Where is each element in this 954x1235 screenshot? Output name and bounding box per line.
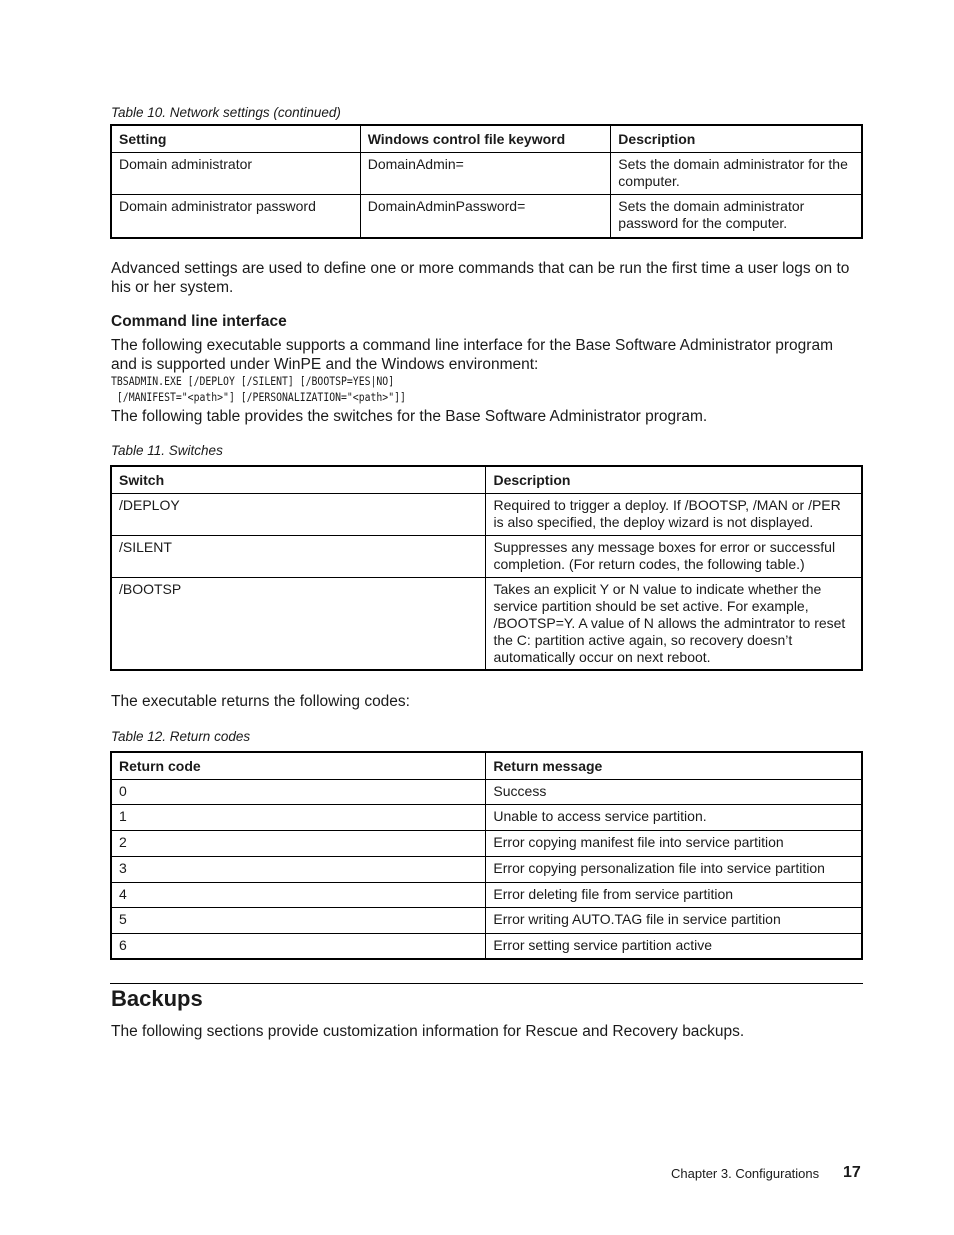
column-header: Return code — [111, 752, 486, 780]
table-row — [111, 831, 862, 857]
section-divider — [110, 983, 863, 984]
table-cell: /BOOTSP — [111, 578, 486, 671]
table-cell: 0 — [111, 780, 486, 805]
table-row — [111, 857, 862, 883]
switches-intro-paragraph: The following table provides the switches for the Base Software Administrator program. — [111, 408, 708, 425]
column-header: Setting — [111, 125, 360, 153]
table-cell: 3 — [111, 857, 486, 883]
column-header: Return message — [486, 752, 862, 780]
column-header: Windows control file keyword — [360, 125, 611, 153]
column-header: Switch — [111, 466, 486, 494]
return-codes-intro: The executable returns the following codes: — [111, 693, 410, 710]
table-cell: DomainAdmin= — [360, 153, 611, 195]
table-row — [111, 578, 862, 671]
table-cell: Sets the domain administrator password for the computer. — [611, 195, 862, 238]
table-cell: Error copying personalization file into service partition — [486, 857, 862, 883]
cli-heading: Command line interface — [111, 313, 287, 330]
table-cell: Domain administrator password — [111, 195, 360, 238]
table-row — [111, 153, 862, 195]
column-header: Description — [611, 125, 862, 153]
table-cell: Error setting service partition active — [486, 934, 862, 959]
table-row — [111, 195, 862, 238]
advanced-settings-paragraph: Advanced settings are used to define one or more commands that can be run the first time a user logs on to his or her system. — [111, 260, 850, 296]
table-cell: Sets the domain administrator for the computer. — [611, 153, 862, 195]
table-11-caption: Table 11. Switches — [111, 443, 223, 458]
table-cell: DomainAdminPassword= — [360, 195, 611, 238]
switches-table — [110, 465, 863, 671]
table-header-row — [111, 466, 862, 494]
table-cell: Domain administrator — [111, 153, 360, 195]
page-number: 17 — [843, 1164, 861, 1181]
table-cell: 5 — [111, 908, 486, 934]
table-cell: /DEPLOY — [111, 494, 486, 536]
table-row — [111, 780, 862, 805]
command-syntax-line-1: TBSADMIN.EXE [/DEPLOY [/SILENT] [/BOOTSP=YES|NO] — [111, 374, 395, 388]
network-settings-table — [110, 124, 863, 239]
column-header: Description — [486, 466, 862, 494]
table-row — [111, 934, 862, 959]
table-row — [111, 536, 862, 578]
footer-chapter: Chapter 3. Configurations — [671, 1166, 820, 1181]
table-row — [111, 908, 862, 934]
table-cell: 2 — [111, 831, 486, 857]
table-12-caption: Table 12. Return codes — [111, 729, 251, 744]
table-10-caption: Table 10. Network settings (continued) — [111, 105, 341, 120]
table-cell: 1 — [111, 805, 486, 831]
table-cell: Suppresses any message boxes for error or successful completion. (For return codes, the following table.) — [486, 536, 862, 578]
table-header-row — [111, 125, 862, 153]
table-header-row — [111, 752, 862, 780]
table-row — [111, 883, 862, 908]
table-cell: Success — [486, 780, 862, 805]
cli-intro-paragraph: The following executable supports a command line interface for the Base Software Administrator program and is supported under WinPE and the Windows environment: — [111, 337, 833, 373]
backups-paragraph: The following sections provide customization information for Rescue and Recovery backups. — [111, 1023, 745, 1040]
table-cell: /SILENT — [111, 536, 486, 578]
backups-heading: Backups — [111, 986, 203, 1011]
table-cell: 6 — [111, 934, 486, 959]
table-cell: 4 — [111, 883, 486, 908]
table-cell: Error deleting file from service partition — [486, 883, 862, 908]
table-row — [111, 805, 862, 831]
table-cell: Unable to access service partition. — [486, 805, 862, 831]
table-cell: Error copying manifest file into service partition — [486, 831, 862, 857]
return-codes-table — [110, 751, 863, 960]
table-cell: Error writing AUTO.TAG file in service partition — [486, 908, 862, 934]
table-cell: Required to trigger a deploy. If /BOOTSP, /MAN or /PER is also specified, the deploy wizard is not displayed. — [486, 494, 862, 536]
table-row — [111, 494, 862, 536]
command-syntax-line-2: [/MANIFEST="<path>"] [/PERSONALIZATION="<path>"]] — [111, 390, 406, 404]
table-cell: Takes an explicit Y or N value to indicate whether the service partition should be set active. For example, /BOOTSP=Y. A value of N allows the admintrator to reset the C: partition active again, so recovery doesn’t automatically occur on next reboot. — [486, 578, 862, 671]
